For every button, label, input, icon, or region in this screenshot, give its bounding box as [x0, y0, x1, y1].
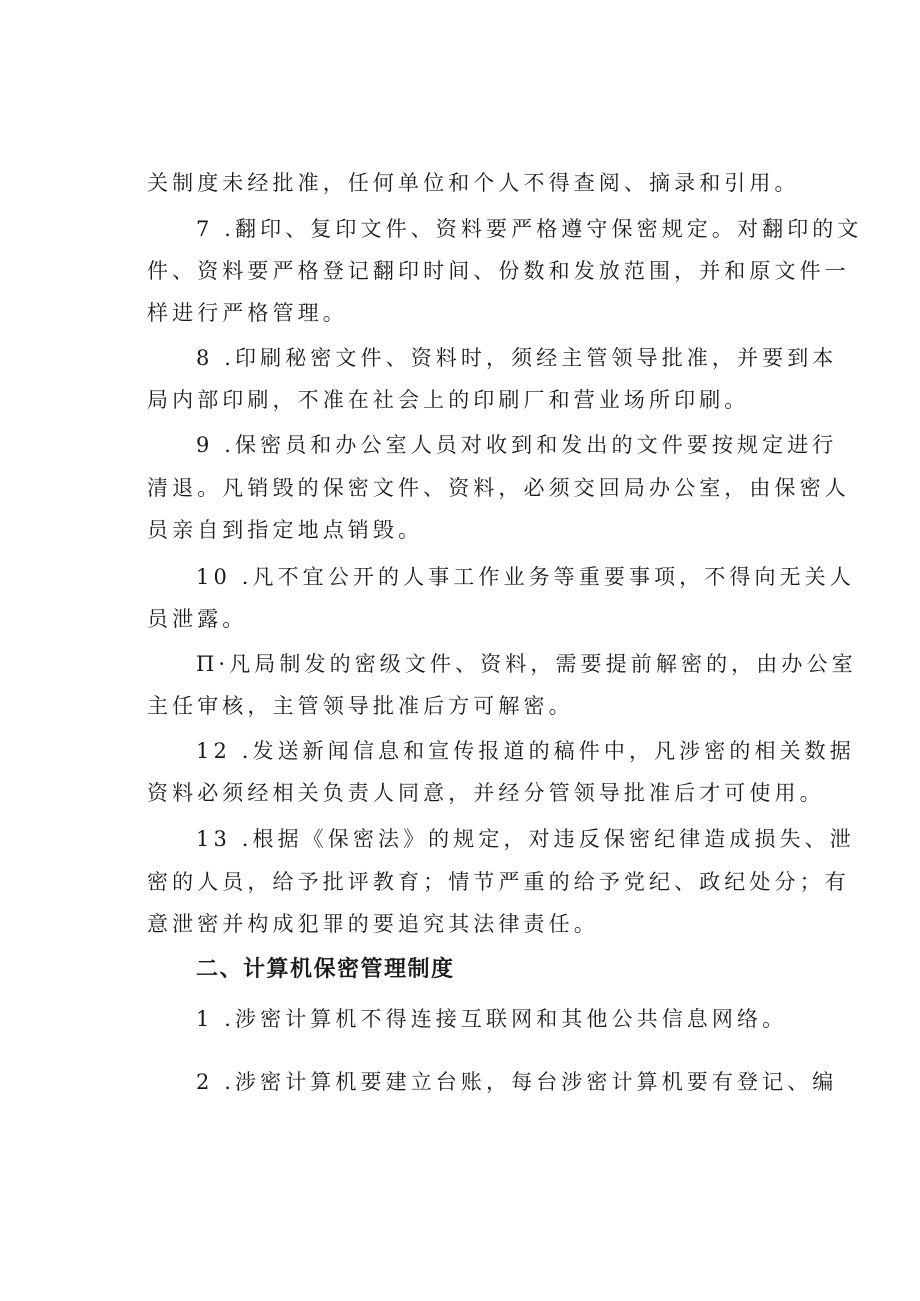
paragraph-12-line-2: 资料必须经相关负责人同意，并经分管领导批准后才可使用。 [147, 781, 825, 805]
paragraph-9-line-1: 9 .保密员和办公室人员对收到和发出的文件要按规定进行 [196, 433, 838, 457]
paragraph-11-line-2: 主任审核，主管领导批准后方可解密。 [147, 694, 574, 718]
paragraph-11-line-1: Π·凡局制发的密级文件、资料，需要提前解密的，由办公室 [196, 652, 857, 676]
section-2-item-2: 2 .涉密计算机要建立台账，每台涉密计算机要有登记、编 [196, 1070, 838, 1094]
paragraph-9-line-3: 员亲自到指定地点销毁。 [147, 518, 424, 542]
paragraph-8-line-1: 8 .印刷秘密文件、资料时，须经主管领导批准，并要到本 [196, 346, 838, 370]
paragraph-9-line-2: 清退。凡销毁的保密文件、资料，必须交回局办公室，由保密人 [147, 476, 850, 500]
paragraph-7-line-2: 件、资料要严格登记翻印时间、份数和发放范围，并和原文件一 [147, 259, 850, 283]
text-line: 关制度未经批准，任何单位和个人不得查阅、摘录和引用。 [147, 171, 800, 195]
paragraph-10-line-1: 10 .凡不宜公开的人事工作业务等重要事项，不得向无关人 [196, 565, 855, 589]
paragraph-7-line-3: 样进行严格管理。 [147, 301, 348, 325]
paragraph-12-line-1: 12 .发送新闻信息和宣传报道的稿件中，凡涉密的相关数据 [196, 739, 855, 763]
paragraph-13-line-3: 意泄密并构成犯罪的要追究其法律责任。 [147, 912, 599, 936]
paragraph-10-line-2: 员泄露。 [147, 607, 248, 631]
paragraph-13-line-1: 13 .根据《保密法》的规定，对违反保密纪律造成损失、泄 [196, 827, 855, 851]
section-2-item-1: 1 .涉密计算机不得连接互联网和其他公共信息网络。 [196, 1007, 788, 1031]
paragraph-8-line-2: 局内部印刷，不准在社会上的印刷厂和营业场所印刷。 [147, 388, 750, 412]
paragraph-7-line-1: 7 .翻印、复印文件、资料要严格遵守保密规定。对翻印的文 [196, 217, 863, 241]
section-heading: 二、计算机保密管理制度 [196, 957, 455, 982]
paragraph-13-line-2: 密的人员，给予批评教育；情节严重的给予党纪、政纪处分；有 [147, 870, 850, 894]
